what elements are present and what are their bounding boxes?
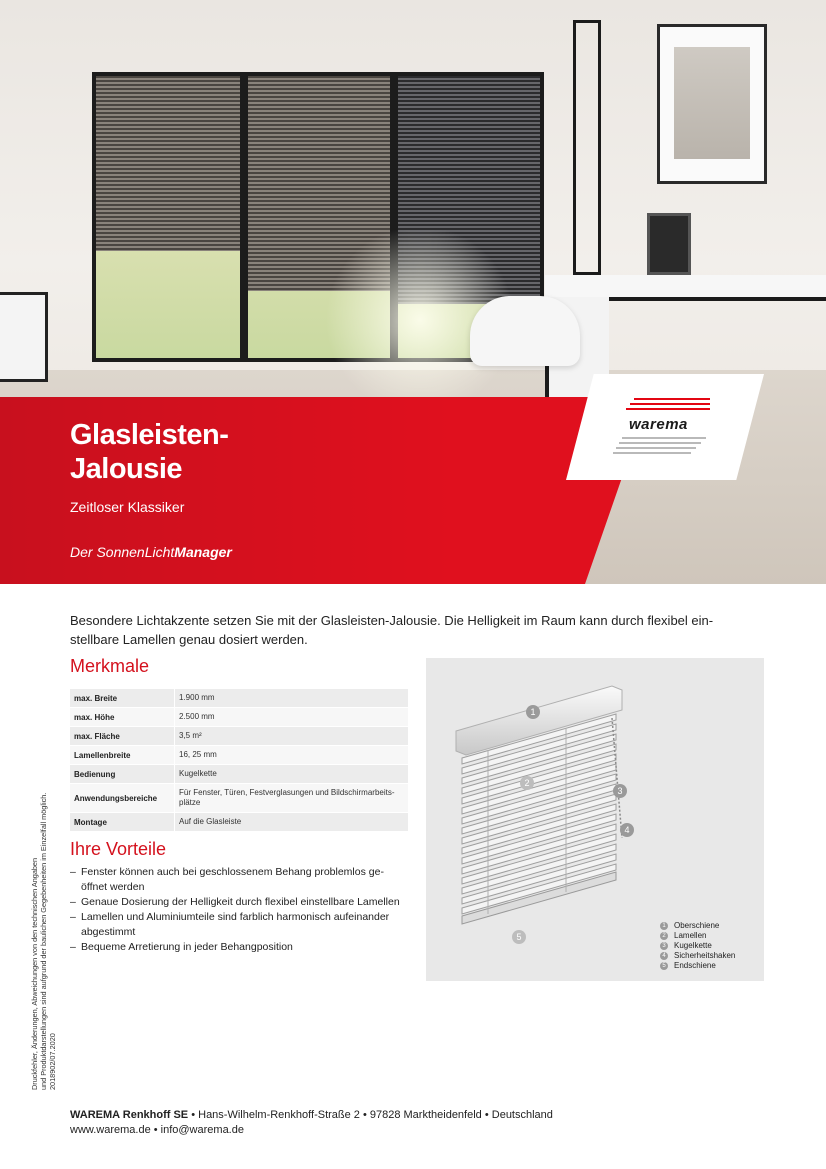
legend-number: 1 [660,922,668,930]
spec-value: 2.500 mm [175,708,409,727]
svg-text:1: 1 [530,707,536,717]
legend-number: 2 [660,932,668,940]
spec-value: 16, 25 mm [175,746,409,765]
spec-value: 3,5 m² [175,727,409,746]
wall-shelf [573,20,601,275]
legend-item [660,931,735,941]
vorteile-list [70,865,410,955]
logo-stripe [630,403,710,405]
svg-text:4: 4 [624,825,630,835]
logo-stripe [616,447,696,449]
intro-text: Besondere Lichtakzente setzen Sie mit der Glasleisten-Jalousie. Die Helligkeit im Raum kann durch flexibel ein-stellbare Lamellen genau dosiert werden. [70,613,714,647]
disclaimer-line-2: und Produktdarstellungen sind aufgrund der baulichen Gegebenheiten im Einzelfall möglich. [39,792,48,1090]
list-item: – Lamellen und Aluminiumteile sind farblich harmonisch aufeinander abgestimmt [70,910,410,940]
spec-label: Montage [70,813,175,832]
logo-stripe [613,452,691,454]
document-number: 2018902/07.2020 [48,1033,57,1090]
warema-logo: warema [629,416,688,433]
footer-contact[interactable]: www.warema.de • info@warema.de [70,1124,244,1136]
logo-stripe [622,437,706,439]
legend-label: Endschiene [674,961,716,970]
chair [470,296,580,366]
spec-label: Lamellenbreite [70,746,175,765]
page-subtitle: Zeitloser Klassiker [70,499,185,515]
window-left [92,72,244,362]
tagline-bold: Manager [174,544,232,560]
disclaimer-note [30,793,57,1090]
legend-item [660,951,735,961]
footer [70,1108,553,1138]
tagline-regular: Der SonnenLicht [70,544,175,560]
table-row [70,813,408,832]
tagline [70,544,232,560]
legend-item [660,961,735,971]
merkmale-heading: Merkmale [70,656,150,676]
svg-text:5: 5 [516,932,522,942]
blind-left [96,76,240,251]
picture-artwork [674,47,750,159]
table-row [70,727,408,746]
legend-label: Kugelkette [674,941,712,950]
legend-number: 4 [660,952,668,960]
company-address: • Hans-Wilhelm-Renkhoff-Straße 2 • 97828 Marktheidenfeld • Deutschland [188,1109,553,1121]
spec-value: 1.900 mm [175,689,409,708]
legend-item [660,941,735,951]
vorteile-heading: Ihre Vorteile [70,839,167,859]
legend-label: Sicherheitshaken [674,951,736,960]
company-name: WAREMA Renkhoff SE [70,1109,189,1121]
marker-2 [520,776,534,790]
marker-5 [512,930,526,944]
logo-stripe [634,398,710,400]
spec-table [70,689,408,832]
legend-item [660,921,735,931]
table-row [70,765,408,784]
spec-value: Auf die Glasleiste [175,813,409,832]
logo-stripe [619,442,701,444]
list-item: – Genaue Dosierung der Helligkeit durch flexibel einstellbare Lamellen [70,895,410,910]
list-item: – Fenster können auch bei geschlossenem Behang problemlos ge-öffnet werden [70,865,410,895]
logo-stripe [626,408,710,410]
spec-label: max. Fläche [70,727,175,746]
legend-number: 3 [660,942,668,950]
spec-label: max. Höhe [70,708,175,727]
dresser [0,292,48,382]
title-line-1: Glasleisten- [70,419,229,451]
footer-address-line [70,1108,553,1123]
table-row [70,708,408,727]
spec-label: Anwendungsbereiche [70,784,175,813]
marker-1 [526,705,540,719]
legend-label: Lamellen [674,931,707,940]
page-title [70,418,228,486]
table-row [70,746,408,765]
marker-4 [620,823,634,837]
table-row [70,784,408,813]
spec-value: Für Fenster, Türen, Festverglasungen und Bildschirmarbeits-plätze [175,784,409,813]
title-line-2: Jalousie [70,453,183,485]
wall-picture [657,24,767,184]
list-item: – Bequeme Arretierung in jeder Behangposition [70,940,410,955]
spec-label: max. Breite [70,689,175,708]
diagram-legend [660,921,735,971]
spec-label: Bedienung [70,765,175,784]
svg-text:2: 2 [524,778,530,788]
svg-text:3: 3 [617,786,623,796]
disclaimer-line-1: Druckfehler, Änderungen, Abweichungen von den technischen Angaben [30,857,39,1090]
monitor [647,213,691,275]
spec-value: Kugelkette [175,765,409,784]
legend-number: 5 [660,962,668,970]
legend-label: Oberschiene [674,921,720,930]
table-row [70,689,408,708]
marker-3 [613,784,627,798]
